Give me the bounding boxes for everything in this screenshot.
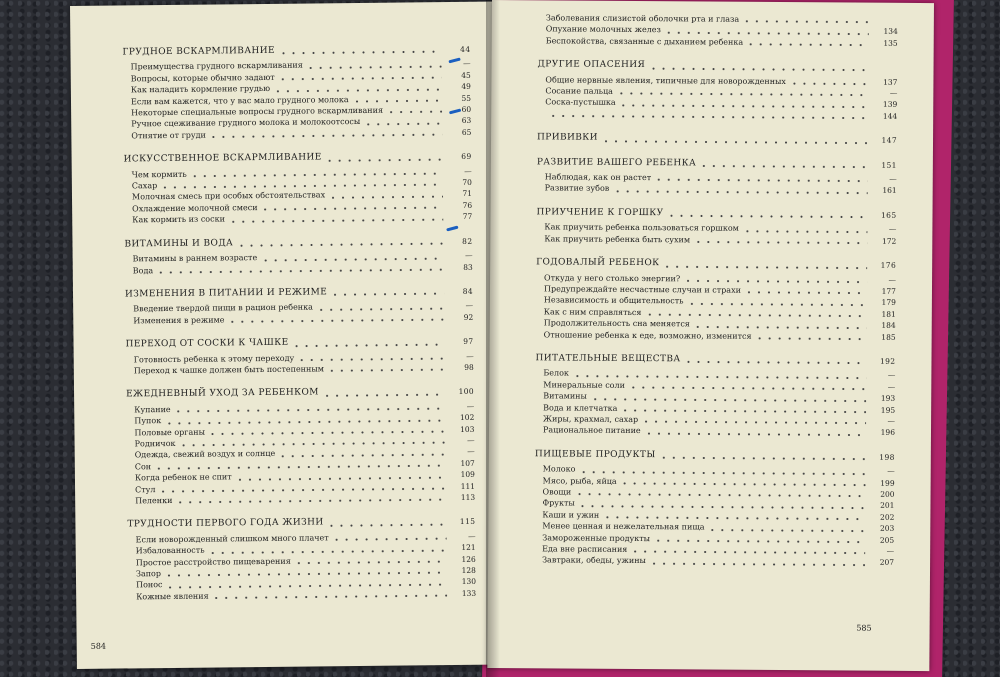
contents-section: [125, 336, 473, 377]
section-heading-page-number: 147: [881, 135, 898, 146]
dot-leader: [174, 402, 446, 413]
contents-entry-page-number: —: [887, 466, 895, 477]
contents-entry-page-number: 139: [882, 100, 898, 110]
contents-entry-page-number: 207: [879, 558, 895, 568]
contents-entry-title: Когда ребенок не спит: [134, 472, 232, 483]
contents-entry: [127, 492, 475, 507]
dot-leader: [619, 99, 869, 109]
dot-leader: [322, 388, 445, 397]
contents-entry-title: Родничок: [134, 438, 176, 449]
section-heading: [124, 151, 472, 166]
contents-entry-title: Кожные явления: [136, 591, 209, 602]
contents-entry-page-number: 71: [462, 189, 473, 199]
contents-entry-title: Соска-пустышка: [545, 97, 616, 108]
dot-leader: [653, 534, 865, 543]
section-heading-title: ПИЩЕВЫЕ ПРОДУКТЫ: [534, 449, 656, 460]
dot-leader: [235, 471, 446, 481]
contents-entry-page-number: —: [889, 88, 898, 98]
dot-leader: [644, 308, 866, 318]
dot-leader: [620, 404, 866, 414]
dot-leader: [160, 179, 443, 190]
continued-entries: [538, 12, 898, 49]
contents-entry-title: Мясо, рыба, яйца: [542, 475, 617, 486]
contents-entry-page-number: 195: [880, 405, 896, 415]
dot-leader: [178, 436, 445, 447]
contents-entry-title: Независимость и общительность: [543, 295, 684, 306]
contents-entry-page-number: 172: [881, 236, 897, 246]
contents-entry-page-number: —: [466, 401, 475, 411]
contents-entry-title: Замороженные продукты: [542, 532, 651, 543]
dot-leader: [316, 302, 444, 311]
contents-entry-title: Завтраки, обеды, ужины: [542, 555, 646, 566]
contents-entry-title: Вода и клетчатка: [543, 402, 618, 413]
dot-leader: [164, 414, 445, 425]
contents-entry-page-number: 49: [461, 82, 471, 92]
contents-entry-title: Как приучить ребенка пользоваться горшком: [544, 222, 739, 234]
dot-leader: [684, 356, 867, 365]
contents-entry-title: Еда вне расписания: [542, 544, 628, 554]
contents-entry-title: Отношение ребенка к еде, возможно, изменится: [543, 329, 752, 341]
contents-entry: [537, 183, 897, 197]
contents-entry-title: Как приучить ребенка быть сухим: [544, 234, 691, 245]
contents-entry-title: Если вам кажется, что у вас мало грудного молока: [130, 94, 349, 106]
left-page-number: 584: [90, 641, 107, 651]
contents-entry-page-number: 102: [459, 412, 475, 423]
dot-leader: [327, 363, 445, 372]
contents-entry-title: Сосание пальца: [545, 86, 613, 96]
dot-leader: [630, 545, 865, 555]
contents-entry: [123, 127, 471, 142]
contents-entry-title: Как кормить из соски: [132, 214, 225, 225]
contents-entry: [128, 588, 476, 603]
dot-leader: [664, 26, 869, 35]
right-contents-column: [534, 12, 898, 581]
section-heading: [536, 207, 896, 221]
contents-entry-title: Охлаждение молочной смеси: [132, 202, 258, 214]
dot-leader: [590, 392, 866, 402]
contents-entry-page-number: 111: [460, 481, 476, 491]
dot-leader: [699, 160, 868, 169]
dot-leader: [693, 236, 867, 245]
dot-leader: [667, 210, 868, 219]
section-heading-page-number: 151: [881, 160, 897, 170]
dot-leader: [212, 589, 448, 599]
contents-entry: [537, 108, 897, 122]
contents-entry-title: Продолжительность сна меняется: [543, 318, 690, 329]
dot-leader: [578, 499, 866, 509]
contents-entry-page-number: 76: [462, 200, 473, 210]
contents-section: [537, 133, 897, 147]
contents-entry-title: Как наладить кормление грудью: [130, 84, 271, 95]
contents-entry: [125, 312, 473, 327]
dot-leader: [332, 532, 447, 541]
dot-leader: [746, 38, 869, 47]
section-heading-title: ПИТАТЕЛЬНЫЕ ВЕЩЕСТВА: [535, 353, 681, 365]
contents-section: [537, 157, 897, 197]
dot-leader: [260, 201, 443, 211]
contents-entry-title: Рациональное питание: [542, 425, 641, 436]
contents-entry-title: Развитие зубов: [544, 183, 610, 194]
dot-leader: [352, 94, 442, 103]
contents-entry-page-number: 121: [461, 543, 476, 553]
dot-leader: [363, 117, 442, 126]
section-heading: [535, 449, 895, 463]
dot-leader: [236, 237, 443, 247]
section-heading-title: ПРИУЧЕНИЕ К ГОРШКУ: [536, 207, 664, 219]
contents-entry-title: Менее ценная и нежелательная пища: [542, 521, 705, 532]
section-heading-page-number: 82: [462, 236, 473, 246]
section-heading: [125, 336, 473, 351]
section-heading-page-number: 100: [458, 387, 475, 397]
dot-leader: [294, 555, 447, 565]
contents-entry-title: Некоторые специальные вопросы грудного вскармливания: [131, 105, 384, 118]
section-heading-title: ИСКУССТВЕННОЕ ВСКАРМЛИВАНИЕ: [123, 152, 322, 165]
contents-section: [124, 235, 472, 276]
dot-leader: [158, 482, 446, 493]
dot-leader: [693, 320, 867, 329]
dot-leader: [742, 15, 869, 24]
contents-section: [122, 44, 471, 142]
contents-entry-title: Заболевания слизистой оболочки рта и глаза: [545, 13, 740, 24]
contents-entry-page-number: —: [463, 59, 471, 69]
dot-leader: [662, 260, 867, 269]
dot-leader: [154, 459, 446, 470]
dot-leader: [260, 252, 444, 262]
contents-entry-page-number: 196: [880, 428, 896, 438]
contents-entry-title: Каши и ужин: [542, 510, 600, 520]
contents-entry-page-number: 133: [461, 588, 477, 598]
contents-entry-title: Введение твердой пищи в рацион ребенка: [133, 302, 313, 314]
section-heading: [127, 516, 475, 531]
contents-section: [535, 353, 896, 438]
dot-leader: [278, 46, 442, 56]
contents-entry-title: Купание: [134, 404, 171, 415]
contents-entry-page-number: 205: [879, 535, 895, 545]
contents-section: [534, 449, 895, 569]
contents-entry-title: Одежда, свежий воздух и солнце: [134, 449, 276, 460]
contents-entry-page-number: 134: [883, 27, 898, 37]
contents-entry-page-number: —: [467, 435, 475, 445]
contents-entry-page-number: 113: [460, 492, 476, 502]
section-heading: [122, 44, 470, 59]
contents-entry: [535, 425, 895, 439]
contents-entry-page-number: —: [886, 546, 895, 556]
contents-entry-page-number: 107: [460, 458, 475, 468]
contents-entry-title: Как с ним справляться: [543, 307, 642, 317]
section-heading-title: ПЕРЕХОД ОТ СОСКИ К ЧАШКЕ: [125, 337, 289, 350]
section-heading-page-number: 44: [460, 44, 471, 54]
dot-leader: [156, 263, 444, 274]
contents-entry-page-number: 201: [880, 501, 895, 511]
left-page: [70, 2, 503, 669]
section-heading-page-number: 84: [462, 286, 474, 296]
dot-leader: [628, 381, 866, 391]
contents-entry-title: Беспокойства, связанные с дыханием ребенка: [545, 36, 744, 47]
contents-entry-title: Понос: [136, 580, 163, 590]
contents-entry-page-number: —: [465, 301, 474, 311]
contents-entry-page-number: 179: [881, 298, 896, 308]
contents-entry: [534, 555, 894, 569]
section-heading-title: ИЗМЕНЕНИЯ В ПИТАНИИ И РЕЖИМЕ: [124, 287, 328, 300]
contents-section: [536, 207, 896, 247]
contents-entry-title: Опухание молочных желез: [545, 24, 661, 35]
dot-leader: [328, 190, 443, 199]
dot-leader: [572, 369, 867, 379]
contents-entry-page-number: 137: [883, 77, 898, 87]
dot-leader: [602, 511, 865, 521]
dot-leader: [578, 465, 865, 475]
dot-leader: [278, 448, 446, 458]
section-heading-title: ВИТАМИНЫ И ВОДА: [124, 237, 234, 250]
section-heading-page-number: 176: [880, 260, 897, 270]
contents-entry: [126, 362, 474, 377]
right-page: [487, 0, 934, 671]
dot-leader: [641, 415, 866, 425]
contents-entry-page-number: 185: [881, 332, 896, 342]
contents-entry: [536, 233, 896, 247]
section-heading: [535, 353, 895, 367]
dot-leader: [789, 77, 869, 86]
contents-entry-page-number: 202: [880, 512, 895, 522]
contents-entry-page-number: 199: [880, 478, 895, 488]
contents-entry-page-number: —: [889, 174, 897, 184]
contents-entry-title: Чем кормить: [131, 169, 187, 180]
section-heading-title: ГОДОВАЛЫЙ РЕБЕНОК: [536, 257, 660, 269]
contents-section: [127, 516, 476, 602]
contents-entry-title: Фрукты: [542, 498, 575, 508]
contents-entry-page-number: 128: [461, 565, 476, 575]
contents-entry-page-number: 103: [460, 424, 475, 434]
contents-entry-page-number: 60: [461, 104, 472, 114]
contents-entry-title: Жиры, крахмал, сахар: [543, 414, 639, 424]
contents-entry-title: Если новорожденный слишком много плачет: [135, 533, 329, 545]
contents-entry-page-number: 193: [880, 393, 896, 403]
contents-entry-title: Изменения в режиме: [133, 315, 225, 326]
dot-leader: [686, 297, 866, 306]
section-heading-title: ДРУГИЕ ОПАСЕНИЯ: [537, 59, 646, 71]
section-heading: [126, 386, 474, 401]
contents-entry-page-number: 63: [461, 116, 472, 126]
contents-entry-title: Вода: [132, 265, 154, 275]
contents-entry-title: Белок: [543, 368, 569, 378]
dot-leader: [683, 274, 867, 283]
section-heading-title: ГРУДНОЕ ВСКАРМЛИВАНИЕ: [122, 45, 276, 58]
dot-leader: [190, 167, 443, 178]
contents-entry-page-number: —: [465, 250, 473, 260]
section-heading-page-number: 165: [880, 210, 897, 220]
contents-entry-title: Витамины в раннем возрасте: [132, 253, 258, 264]
contents-section: [536, 257, 897, 342]
contents-entry-title: Пупок: [134, 416, 162, 426]
contents-entry-title: Преимущества грудного вскармливания: [130, 60, 303, 72]
dot-leader: [601, 134, 868, 144]
dot-leader: [306, 60, 442, 69]
contents-entry: [124, 211, 472, 226]
dot-leader: [644, 427, 866, 437]
contents-entry-title: Половые органы: [134, 427, 205, 437]
contents-entry-page-number: 77: [462, 212, 473, 222]
section-heading-title: ПРИВИВКИ: [537, 132, 598, 143]
dot-leader: [292, 338, 445, 348]
contents-entry-page-number: —: [464, 166, 472, 176]
dot-leader: [654, 174, 868, 183]
contents-entry-title: Переход к чашке должен быть постепенным: [133, 364, 324, 376]
contents-section: [125, 286, 473, 327]
dot-leader: [228, 213, 443, 223]
dot-leader: [742, 224, 868, 233]
contents-entry-title: Наблюдая, как он растет: [544, 172, 652, 183]
contents-entry-page-number: —: [467, 447, 475, 457]
section-heading-title: ТРУДНОСТИ ПЕРВОГО ГОДА ЖИЗНИ: [127, 517, 324, 530]
contents-entry-page-number: —: [887, 382, 896, 392]
contents-entry-page-number: 144: [882, 111, 898, 121]
section-heading: [125, 286, 473, 301]
contents-entry-title: Готовность ребенка к этому переходу: [133, 353, 295, 364]
section-heading: [537, 133, 897, 147]
contents-entry-title: Избалованность: [135, 545, 205, 556]
contents-entry-page-number: 181: [881, 309, 896, 319]
contents-entry-page-number: —: [468, 531, 476, 541]
section-heading-page-number: 115: [459, 517, 476, 527]
dot-leader: [165, 578, 447, 589]
dot-leader: [612, 185, 867, 195]
contents-entry-title: Минеральные соли: [543, 380, 625, 390]
contents-entry-page-number: 70: [462, 177, 472, 187]
dot-leader: [744, 286, 867, 295]
dot-leader: [208, 425, 446, 435]
contents-entry-page-number: 109: [460, 469, 475, 480]
dot-leader: [175, 493, 446, 504]
right-page-number: 585: [856, 623, 872, 633]
contents-entry-page-number: 92: [463, 312, 474, 322]
contents-entry-page-number: 126: [461, 554, 476, 564]
dot-leader: [273, 83, 442, 93]
dot-leader: [209, 128, 443, 138]
section-heading-title: ЕЖЕДНЕВНЫЙ УХОД ЗА РЕБЕНКОМ: [126, 387, 319, 400]
contents-entry: [538, 35, 898, 49]
contents-section: [537, 60, 897, 123]
contents-entry-title: Общие нервные явления, типичные для новорожденных: [545, 75, 786, 86]
contents-entry-title: Овощи: [542, 487, 572, 497]
contents-entry-page-number: 130: [461, 577, 477, 587]
dot-leader: [208, 544, 447, 555]
contents-entry-title: Сон: [134, 461, 152, 472]
contents-entry-page-number: 98: [464, 362, 474, 372]
dot-leader: [227, 313, 444, 323]
contents-entry-page-number: 55: [461, 93, 472, 103]
dot-leader: [386, 106, 442, 115]
dot-leader: [649, 557, 865, 567]
section-heading-page-number: 198: [879, 452, 895, 462]
dot-leader: [297, 352, 445, 362]
dot-leader: [325, 153, 443, 162]
contents-entry-title: Ручное сцеживание грудного молока и молокоотсосы: [131, 117, 361, 129]
contents-entry-title: Запор: [135, 569, 162, 579]
contents-entry-title: Сахар: [131, 181, 158, 191]
dot-leader: [327, 518, 447, 527]
contents-entry-title: Пеленки: [135, 495, 173, 506]
contents-entry-page-number: —: [888, 225, 897, 235]
dot-leader: [708, 523, 866, 532]
contents-entry-title: Простое расстройство пищеварения: [135, 556, 291, 567]
dot-leader: [616, 87, 868, 97]
contents-entry-page-number: 203: [879, 523, 895, 534]
section-heading-page-number: 97: [463, 336, 474, 347]
contents-entry-page-number: 161: [882, 186, 897, 196]
section-heading: [536, 257, 896, 271]
contents-entry-page-number: 184: [881, 320, 896, 330]
contents-entry-page-number: —: [888, 275, 897, 285]
contents-entry-page-number: 83: [463, 262, 473, 272]
contents-section: [126, 386, 475, 507]
contents-entry-title: Стул: [135, 484, 156, 494]
book-gutter: [486, 0, 500, 677]
dot-leader: [330, 287, 444, 296]
contents-entry-page-number: 200: [880, 489, 895, 499]
dot-leader: [548, 110, 868, 120]
contents-entry-page-number: 177: [881, 286, 897, 296]
contents-entry-page-number: —: [887, 416, 896, 426]
contents-entry-title: Предупреждайте несчастные случаи и страхи: [543, 284, 741, 295]
section-heading-title: РАЗВИТИЕ ВАШЕГО РЕБЕНКА: [536, 156, 697, 169]
contents-entry-page-number: —: [887, 371, 896, 381]
section-heading: [124, 235, 472, 250]
contents-entry-title: Вопросы, которые обычно задают: [130, 72, 275, 84]
section-heading-page-number: 192: [879, 356, 896, 366]
dot-leader: [620, 477, 866, 487]
contents-entry-title: Витамины: [543, 391, 587, 401]
contents-entry: [536, 329, 896, 343]
dot-leader: [648, 62, 868, 72]
left-contents-column: [122, 44, 476, 616]
contents-entry-title: Отнятие от груди: [131, 130, 206, 141]
contents-entry-page-number: —: [466, 351, 474, 361]
section-heading-page-number: 69: [461, 152, 472, 162]
contents-entry-page-number: 45: [461, 70, 471, 80]
dot-leader: [574, 488, 865, 498]
section-heading: [537, 157, 897, 171]
contents-entry-title: Молоко: [542, 464, 576, 474]
contents-entry-title: Молочная смесь при особых обстоятельствах: [131, 190, 326, 202]
dot-leader: [278, 71, 442, 81]
contents-entry-page-number: 135: [883, 38, 898, 48]
section-heading: [538, 60, 898, 74]
dot-leader: [755, 332, 867, 341]
dot-leader: [659, 451, 866, 460]
dot-leader: [164, 567, 447, 578]
contents-entry-page-number: 65: [461, 127, 472, 137]
contents-section: [124, 151, 473, 226]
contents-entry-title: Откуда у него столько энергии?: [544, 272, 681, 283]
